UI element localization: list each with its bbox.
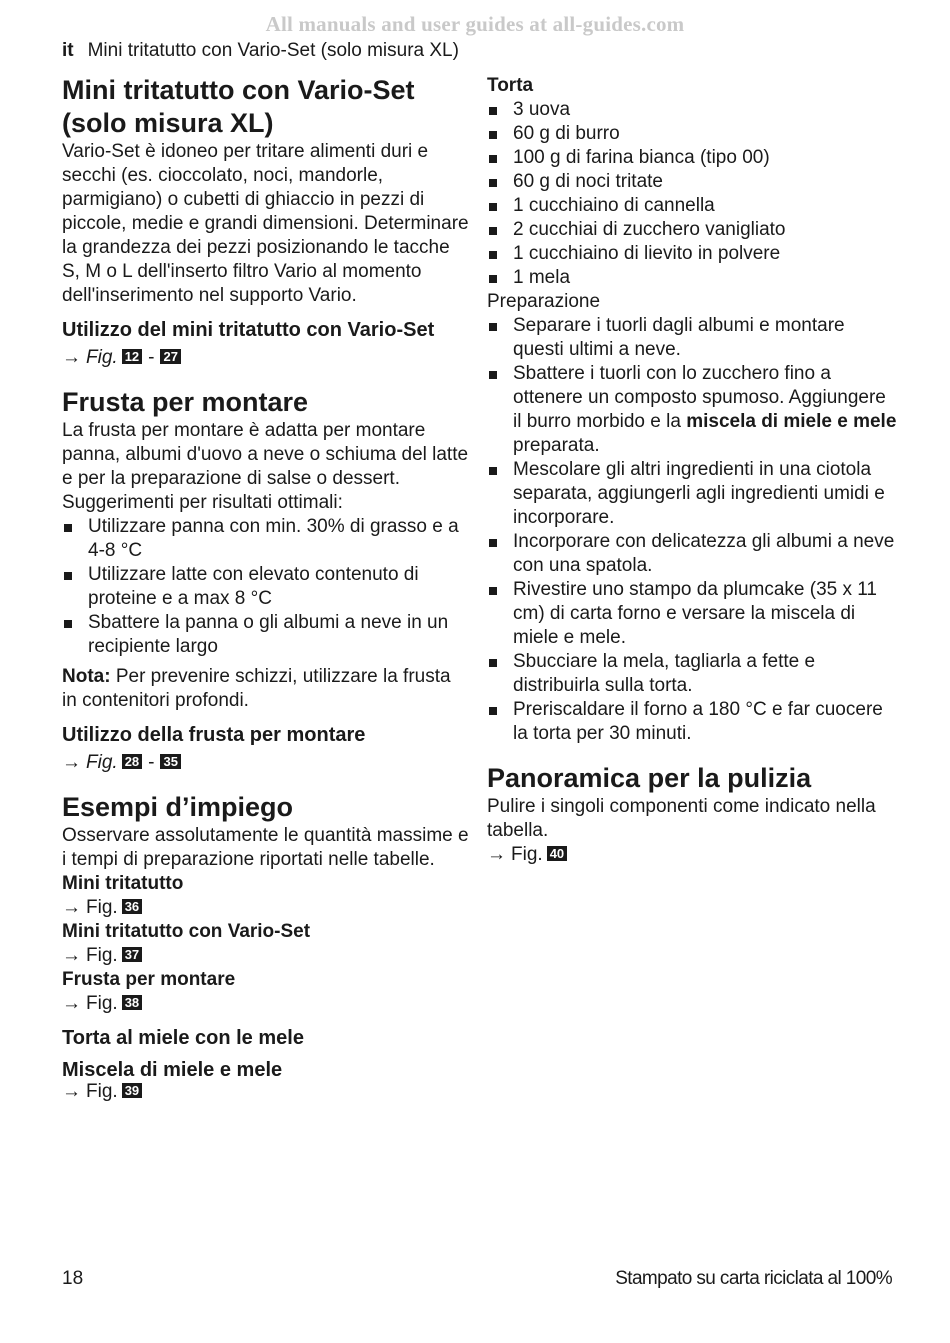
preparation-steps	[487, 314, 899, 746]
step-text: preparata.	[513, 435, 600, 456]
list-item: 100 g di farina bianca (tipo 00)	[487, 146, 899, 170]
figure-number-badge: 36	[122, 899, 142, 914]
section-title-vario-set: Mini tritatutto con Vario-Set (solo misura XL)	[62, 75, 415, 138]
figure-number-badge: 12	[122, 349, 142, 364]
preparation-label: Preparazione	[487, 291, 601, 312]
fig-label: Fig.	[86, 1081, 118, 1102]
running-header-title: Mini tritatutto con Vario-Set (solo misura XL)	[87, 40, 459, 61]
example-label: Mini tritatutto	[62, 873, 184, 894]
list-item: 1 cucchiaino di lievito in polvere	[487, 242, 899, 266]
arrow-icon: →	[62, 897, 81, 918]
tips-list	[62, 515, 470, 659]
left-column	[62, 74, 470, 1104]
ingredients-list	[487, 98, 899, 290]
example-label: Mini tritatutto con Vario-Set	[62, 921, 311, 942]
arrow-icon: →	[62, 993, 81, 1014]
figure-reference-28-35	[62, 751, 470, 775]
recipe-title: Torta al miele con le mele	[62, 1027, 304, 1049]
list-item: 1 cucchiaino di cannella	[487, 194, 899, 218]
list-item: Separare i tuorli dagli albumi e montare questi ultimi a neve.	[487, 314, 899, 362]
arrow-icon: →	[62, 347, 81, 368]
note-label: Nota:	[62, 666, 111, 687]
figure-number-badge: 40	[547, 846, 567, 861]
page-number: 18	[62, 1268, 84, 1289]
fig-label: Fig.	[511, 844, 543, 865]
subsection-title-frusta-usage: Utilizzo della frusta per montare	[62, 724, 366, 746]
arrow-icon: →	[62, 752, 81, 773]
vario-set-description: Vario-Set è idoneo per tritare alimenti duri e secchi (es. cioccolato, noci, mandorle, parmigiano) o cubetti di ghiaccio in pezzi di piccole, medie e grandi dimensioni. Determinare la grandezza dei pezzi posizionando le tacche S, M o L dell'inserto filtro Vario al momento dell'inserimento nel supporto Vario.	[62, 141, 469, 306]
note-text: Per prevenire schizzi, utilizzare la frusta in contenitori profondi.	[62, 666, 451, 711]
fig-label: Fig.	[86, 897, 118, 918]
section-title-esempi: Esempi d’impiego	[62, 792, 294, 822]
list-item: Utilizzare panna con min. 30% di grasso e a 4-8 °C	[62, 515, 470, 563]
footer-note: Stampato su carta riciclata al 100%	[615, 1268, 892, 1289]
fig-label: Fig.	[86, 945, 118, 966]
fig-label: Fig.	[86, 993, 118, 1014]
figure-reference-36	[62, 896, 470, 920]
list-item: 60 g di noci tritate	[487, 170, 899, 194]
list-item: Utilizzare latte con elevato contenuto di proteine e a max 8 °C	[62, 563, 470, 611]
range-dash: -	[148, 752, 155, 773]
list-item: Sbucciare la mela, tagliarla a fette e distribuirla sulla torta.	[487, 650, 899, 698]
figure-number-badge: 38	[122, 995, 142, 1010]
figure-reference-40	[487, 843, 899, 867]
list-item: 60 g di burro	[487, 122, 899, 146]
torta-title: Torta	[487, 75, 534, 96]
step-text: Sbattere i tuorli con lo zucchero fino a ottenere un composto spumoso. Aggiungere il burro morbido e la	[513, 363, 886, 432]
tips-intro: Suggerimenti per risultati ottimali:	[62, 492, 343, 513]
section-frusta	[62, 386, 470, 775]
arrow-icon: →	[487, 844, 506, 865]
arrow-icon: →	[62, 945, 81, 966]
language-code: it	[62, 40, 74, 61]
section-vario-set	[62, 74, 470, 370]
watermark: All manuals and user guides at all-guides.com	[265, 12, 685, 36]
recipe-subtitle: Miscela di miele e mele	[62, 1059, 283, 1081]
list-item: Preriscaldare il forno a 180 °C e far cuocere la torta per 30 minuti.	[487, 698, 899, 746]
figure-number-badge: 39	[122, 1083, 142, 1098]
figure-reference-38	[62, 992, 470, 1016]
fig-label: Fig.	[86, 347, 118, 368]
figure-number-badge: 28	[122, 754, 142, 769]
arrow-icon: →	[62, 1081, 81, 1102]
figure-reference-37	[62, 944, 470, 968]
esempi-description: Osservare assolutamente le quantità massime e i tempi di preparazione riportati nelle tabelle.	[62, 825, 469, 870]
figure-number-badge: 37	[122, 947, 142, 962]
section-esempi	[62, 791, 470, 1104]
list-item: Sbattere la panna o gli albumi a neve in un recipiente largo	[62, 611, 470, 659]
pulizia-description: Pulire i singoli componenti come indicato nella tabella.	[487, 796, 876, 841]
section-pulizia	[487, 762, 899, 867]
step-bold-text: miscela di miele e mele	[686, 411, 897, 432]
list-item: Mescolare gli altri ingredienti in una ciotola separata, aggiungerli agli ingredienti umidi e incorporare.	[487, 458, 899, 530]
example-label: Frusta per montare	[62, 969, 236, 990]
note	[62, 665, 470, 713]
list-item	[487, 362, 899, 458]
figure-number-badge: 27	[160, 349, 180, 364]
fig-label: Fig.	[86, 752, 118, 773]
list-item: Incorporare con delicatezza gli albumi a neve con una spatola.	[487, 530, 899, 578]
figure-reference-12-27	[62, 346, 470, 370]
list-item: Rivestire uno stampo da plumcake (35 x 11 cm) di carta forno e versare la miscela di miele e mele.	[487, 578, 899, 650]
section-torta	[487, 74, 899, 746]
figure-number-badge: 35	[160, 754, 180, 769]
list-item: 2 cucchiai di zucchero vanigliato	[487, 218, 899, 242]
right-column	[487, 74, 899, 867]
list-item: 1 mela	[487, 266, 899, 290]
frusta-description: La frusta per montare è adatta per montare panna, albumi d'uovo a neve o schiuma del latte e per la preparazione di salse o dessert.	[62, 420, 469, 489]
section-title-pulizia: Panoramica per la pulizia	[487, 763, 812, 793]
list-item: 3 uova	[487, 98, 899, 122]
range-dash: -	[148, 347, 155, 368]
section-title-frusta: Frusta per montare	[62, 387, 309, 417]
subsection-title-vario-usage: Utilizzo del mini tritatutto con Vario-Set	[62, 319, 435, 341]
running-header	[62, 40, 459, 62]
